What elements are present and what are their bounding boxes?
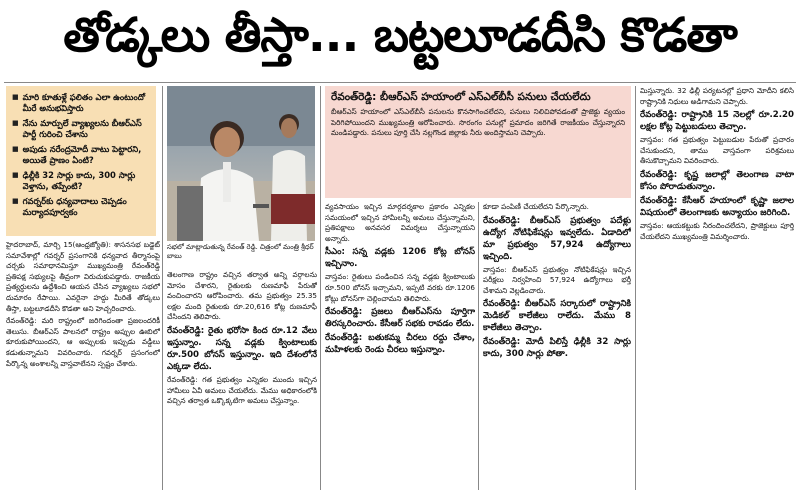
speaker-photo-icon	[167, 86, 315, 241]
slbc-box	[325, 86, 631, 198]
column-rule	[162, 86, 163, 490]
paragraph: రేవంత్‌రెడ్డి: రైతు భరోసా కింద రూ.12 వేలు ఇస్తున్నాం. సన్న వడ్లకు క్వింటాలుకు రూ.500 బోనస్ ఇస్తున్నాం. ఇది దేశంలోనే ఎక్కడా లేదు.	[167, 325, 317, 372]
article-column-4	[483, 202, 631, 490]
article-column-3	[325, 202, 475, 490]
column-rule	[635, 86, 636, 490]
paragraph: తెలంగాణ రాష్ట్రం వచ్చిన తర్వాత అన్ని వర్గాలను మోసం చేశారని, రైతులకు రుణమాఫీ పేరుతో వంచించారని ఆరోపించారు. తమ ప్రభుత్వం 25.35 లక్షల మంది రైతులకు రూ.20,616 కోట్ల రుణమాఫీ చేసిందని తెలిపారు.	[167, 270, 317, 322]
paragraph: వాస్తవం: బీఆర్ఎస్ ప్రభుత్వం నోటిఫికేషన్లు ఇచ్చిన పరీక్షలు నిర్వహించి 57,924 ఉద్యోగాలు భర్తీ చేశామని వెల్లడించారు.	[483, 264, 631, 295]
paragraph: మిస్తున్నారు. 32 ఢిల్లీ పర్యటనల్లో ప్రధాని మోదీని కలిసి రాష్ట్రానికి నిధులు అడిగామని చెప్పారు.	[640, 86, 794, 106]
headline-rule	[4, 82, 796, 83]
highlight-item: ■ ఢిల్లీకి 32 సార్లు కాదు, 300 సార్లు వెళ్తాను, తప్పేంటి?	[12, 170, 136, 191]
bullet-icon: ■	[12, 197, 19, 205]
subheading: సీఎం: సన్న వడ్లకు 1206 కోట్ల బోనస్ ఇచ్చినాం.	[325, 247, 475, 270]
subheading: రేవంత్‌రెడ్డి: బీఆర్ఎస్ ప్రభుత్వం పదేళ్లు ఉద్యోగ నోటిఫికేషన్లు ఇవ్వలేదు. ఏడాదిలో మా ప్రభుత్వం 57,924 ఉద్యోగాలు ఇచ్చింది.	[483, 215, 631, 262]
paragraph: రేవంత్‌రెడ్డి: గత ప్రభుత్వం ఎన్నికల ముందు ఇచ్చిన హామీలు ఏవీ అమలు చేయలేదు. మేము అధికారంలోకి వచ్చిన తర్వాత ఒక్కొక్కటిగా అమలు చేస్తున్నాం.	[167, 374, 317, 406]
paragraph: వాస్తవం: రైతులు పండించిన సన్న వడ్లకు క్వింటాలుకు రూ.500 బోనస్ ఇచ్చామని, ఇప్పటి వరకు రూ.1206 కోట్లు బోనస్‌గా చెల్లించామని తెలిపారు.	[325, 272, 475, 303]
bullet-icon: ■	[12, 93, 19, 101]
column-rule	[478, 202, 479, 490]
article-column-2	[167, 270, 317, 490]
article-column-1	[6, 240, 160, 490]
photo-caption: సభలో మాట్లాడుతున్న రేవంత్ రెడ్డి. చిత్రంలో మంత్రి శ్రీధర్ బాబు	[167, 243, 314, 260]
slbc-body: బీఆర్ఎస్ హయాంలో ఎస్‌ఎల్‌బీసీ పనులను కొనసాగించలేదని, పనులు నిలిచిపోవడంతో ప్రాజెక్టు వ్యయం పెరిగిపోయిందని ముఖ్యమంత్రి ఆరోపించారు. సొరంగం పనుల్లో ప్రమాదం జరిగితే రాజకీయం చేస్తున్నారని మండిపడ్డారు. పనులు పూర్తి చేసి నల్లగొండ జిల్లాకు నీరు అందిస్తామని చెప్పారు.	[331, 107, 625, 138]
paragraph: వాస్తవం: ఆయకట్టుకు నీరందించలేదని, ప్రాజెక్టులు పూర్తి చేయలేదని ముఖ్యమంత్రి విమర్శించారు.	[640, 220, 794, 241]
highlight-item: ■ మారి కూతుళ్లే ఫలితం ఎలా ఉంటుందో మీరే అనుభవిస్తారు	[12, 92, 145, 113]
paragraph: వ్యవసాయం ఇచ్చిన మార్గదర్శకాల ప్రకారం ఎన్నికల సమయంలో ఇచ్చిన హామీలన్నీ అమలు చేస్తున్నామని, ప్రతిపక్షాలు అనవసర విమర్శలు చేస్తున్నాయని అన్నారు.	[325, 202, 475, 243]
highlight-item: ■ అపుడు నరేంద్రమోదీ వాటు పెట్టారని, అయితే ప్రాణం ఏంటి?	[12, 144, 142, 165]
paragraph: రేవంత్‌రెడ్డి: మరి రాష్ట్రంలో జరిగిందంతా ప్రజలందరికీ తెలుసు. బీఆర్ఎస్ పాలనలో రాష్ట్రం అప్పుల ఊబిలో కూరుకుపోయిందని, ఆ అప్పులకు ఇప్పుడు వడ్డీలు కడుతున్నామని వివరించారు. గవర్నర్ ప్రసంగంలో పేర్కొన్న అంశాలన్నీ వాస్తవాలేనని స్పష్టం చేశారు.	[6, 316, 160, 368]
subheading: రేవంత్‌రెడ్డి: బీఆర్ఎస్ సర్కారులో రాష్ట్రానికి మెడికల్ కాలేజీలు రాలేదు. మేము 8 కాలేజీలు తెచ్చాం.	[483, 299, 631, 334]
bullet-icon: ■	[12, 171, 19, 179]
highlight-item: ■ నేను మార్పులే వ్యాఖ్యలను బీఆర్ఎస్ పార్టీ గురించి చేశాను	[12, 118, 142, 139]
subheading: రేవంత్‌రెడ్డి: మోదీ పిలిస్తే ఢిల్లీకి 32 సార్లు కాదు, 300 సార్లు పోతా.	[483, 337, 631, 360]
slbc-title: రేవంత్‌రెడ్డి: బీఆర్ఎస్ హయాంలో ఎస్ఎల్‌బీసీ పనులు చేయలేదు	[331, 91, 591, 103]
paragraph: హైదరాబాద్‌, మార్చి 15(ఆంధ్రజ్యోతి): శాసనసభ బడ్జెట్ సమావేశాల్లో గవర్నర్ ప్రసంగానికి ధన్యవాద తీర్మానంపై చర్చకు సమాధానమిస్తూ ముఖ్యమంత్రి రేవంత్‌రెడ్డి ప్రతిపక్ష సభ్యులపై తీవ్రంగా విరుచుకుపడ్డారు. రాజకీయ ప్రత్యర్థులను ఉద్దేశించి ఆయన చేసిన వ్యాఖ్యలు సభలో దుమారం రేపాయి. ఎవరైనా హద్దు మీరితే తోడ్కలు తీస్తా, బట్టలూడదీసి కొడతా అని హెచ్చరించారు.	[6, 240, 160, 313]
subheading: రేవంత్‌రెడ్డి: ప్రజలు బీఆర్ఎస్‌ను పూర్తిగా తిరస్కరించారు. కేసీఆర్ సభకు రావడం లేదు.	[325, 307, 475, 330]
bullet-icon: ■	[12, 119, 19, 127]
column-rule	[320, 86, 321, 490]
news-photo	[167, 86, 315, 241]
subheading: రేవంత్‌రెడ్డి: కృష్ణ జలాల్లో తెలంగాణ వాటా కోసం పోరాడుతున్నాం.	[640, 169, 794, 192]
bullet-icon: ■	[12, 145, 19, 153]
paragraph: వాస్తవం: గత ప్రభుత్వం పెట్టుబడుల పేరుతో ప్రచారం చేసుకుందని, తాము వాస్తవంగా పరిశ్రమలు తీసుకొచ్చామని వివరించారు.	[640, 135, 794, 166]
headline: తోడ్కలు తీస్తా... బట్టలూడదీసి కొడతా	[63, 8, 737, 63]
highlight-item: ■ గవర్నర్‌కు ధన్యవాదాలు చెప్పడం మర్యాదపూర్వకం	[12, 196, 127, 217]
highlights-box	[6, 86, 156, 236]
subheading: రేవంత్‌రెడ్డి: బతుకమ్మ చీరలు రద్దు చేశాం, మహిళలకు రెండు చీరలు ఇస్తున్నాం.	[325, 333, 475, 356]
article-column-5	[640, 86, 794, 490]
subheading: రేవంత్‌రెడ్డి: కేసీఆర్ హయాంలో కృష్ణా జలాల విషయంలో తెలంగాణకు అన్యాయం జరిగింది.	[640, 195, 794, 218]
paragraph: కూడా పంపిణీ చేయలేదని పేర్కొన్నారు.	[483, 202, 589, 211]
subheading: రేవంత్‌రెడ్డి: రాష్ట్రానికి 15 నెలల్లో రూ.2.20 లక్షల కోట్ల పెట్టుబడులు తెచ్చాం.	[640, 110, 794, 133]
